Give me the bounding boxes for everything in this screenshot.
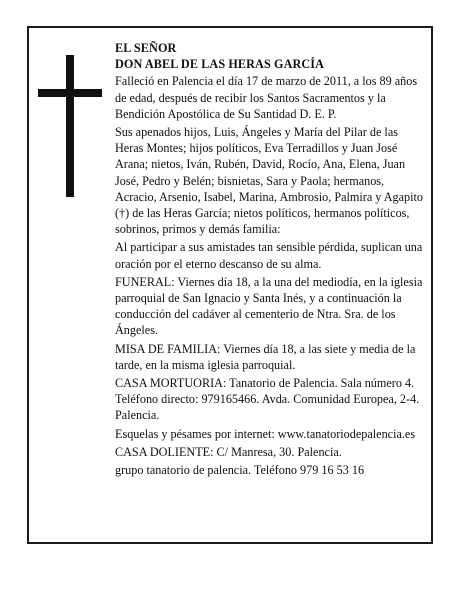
prayer-request-paragraph: Al participar a sus amistades tan sensible pérdida, suplican una oración por el eterno descanso de su alma.	[115, 240, 423, 271]
internet-condolences-paragraph: Esquelas y pésames por internet: www.tanatoriodepalencia.es	[115, 426, 416, 441]
mortuary-paragraph: CASA MORTUORIA: Tanatorio de Palencia. Sala número 4. Teléfono directo: 979165466. Avda. Comunidad Europea, 2-4. Palencia.	[115, 376, 420, 423]
latin-cross-icon	[38, 55, 102, 197]
family-mass-paragraph: MISA DE FAMILIA: Viernes día 18, a las siete y media de la tarde, en la misma iglesia parroquial.	[115, 341, 416, 372]
funeral-home-contact-paragraph: grupo tanatorio de palencia. Teléfono 979 16 53 16	[115, 463, 365, 478]
deceased-name: DON ABEL DE LAS HERAS GARCÍA	[115, 57, 325, 72]
obituary-text	[115, 40, 425, 478]
funeral-paragraph: FUNERAL: Viernes día 18, a la una del mediodía, en la iglesia parroquial de San Ignacio y Santa Inés, y a continuación la conducción del cadáver al cementerio de Ntra. Sra. de los Ángeles.	[115, 274, 423, 338]
heading-title: EL SEÑOR	[115, 41, 177, 55]
family-list-paragraph: Sus apenados hijos, Luis, Ángeles y María del Pilar de las Heras Montes; hijos políticos, Eva Terradillos y Juan José Arana; nietos, Iván, Rubén, David, Rocío, Ana, Elena, Juan José, Pedro y Belén; bisnietas, Sara y Paola; hermanos, Acracio, Arsenio, Isabel, Marina, Ambrosio, Palmira y Agapito (†) de las Heras García; nietos políticos, hermanos políticos, sobrinos, primos y demás familia:	[115, 125, 424, 237]
grieving-home-paragraph: CASA DOLIENTE: C/ Manresa, 30. Palencia.	[115, 444, 342, 459]
death-announcement-paragraph: Falleció en Palencia el día 17 de marzo de 2011, a los 89 años de edad, después de recibir los Santos Sacramentos y la Bendición Apostólica de Su Santidad D. E. P.	[115, 74, 418, 121]
cross-horizontal-bar	[38, 89, 102, 97]
cross-vertical-bar	[66, 55, 74, 197]
